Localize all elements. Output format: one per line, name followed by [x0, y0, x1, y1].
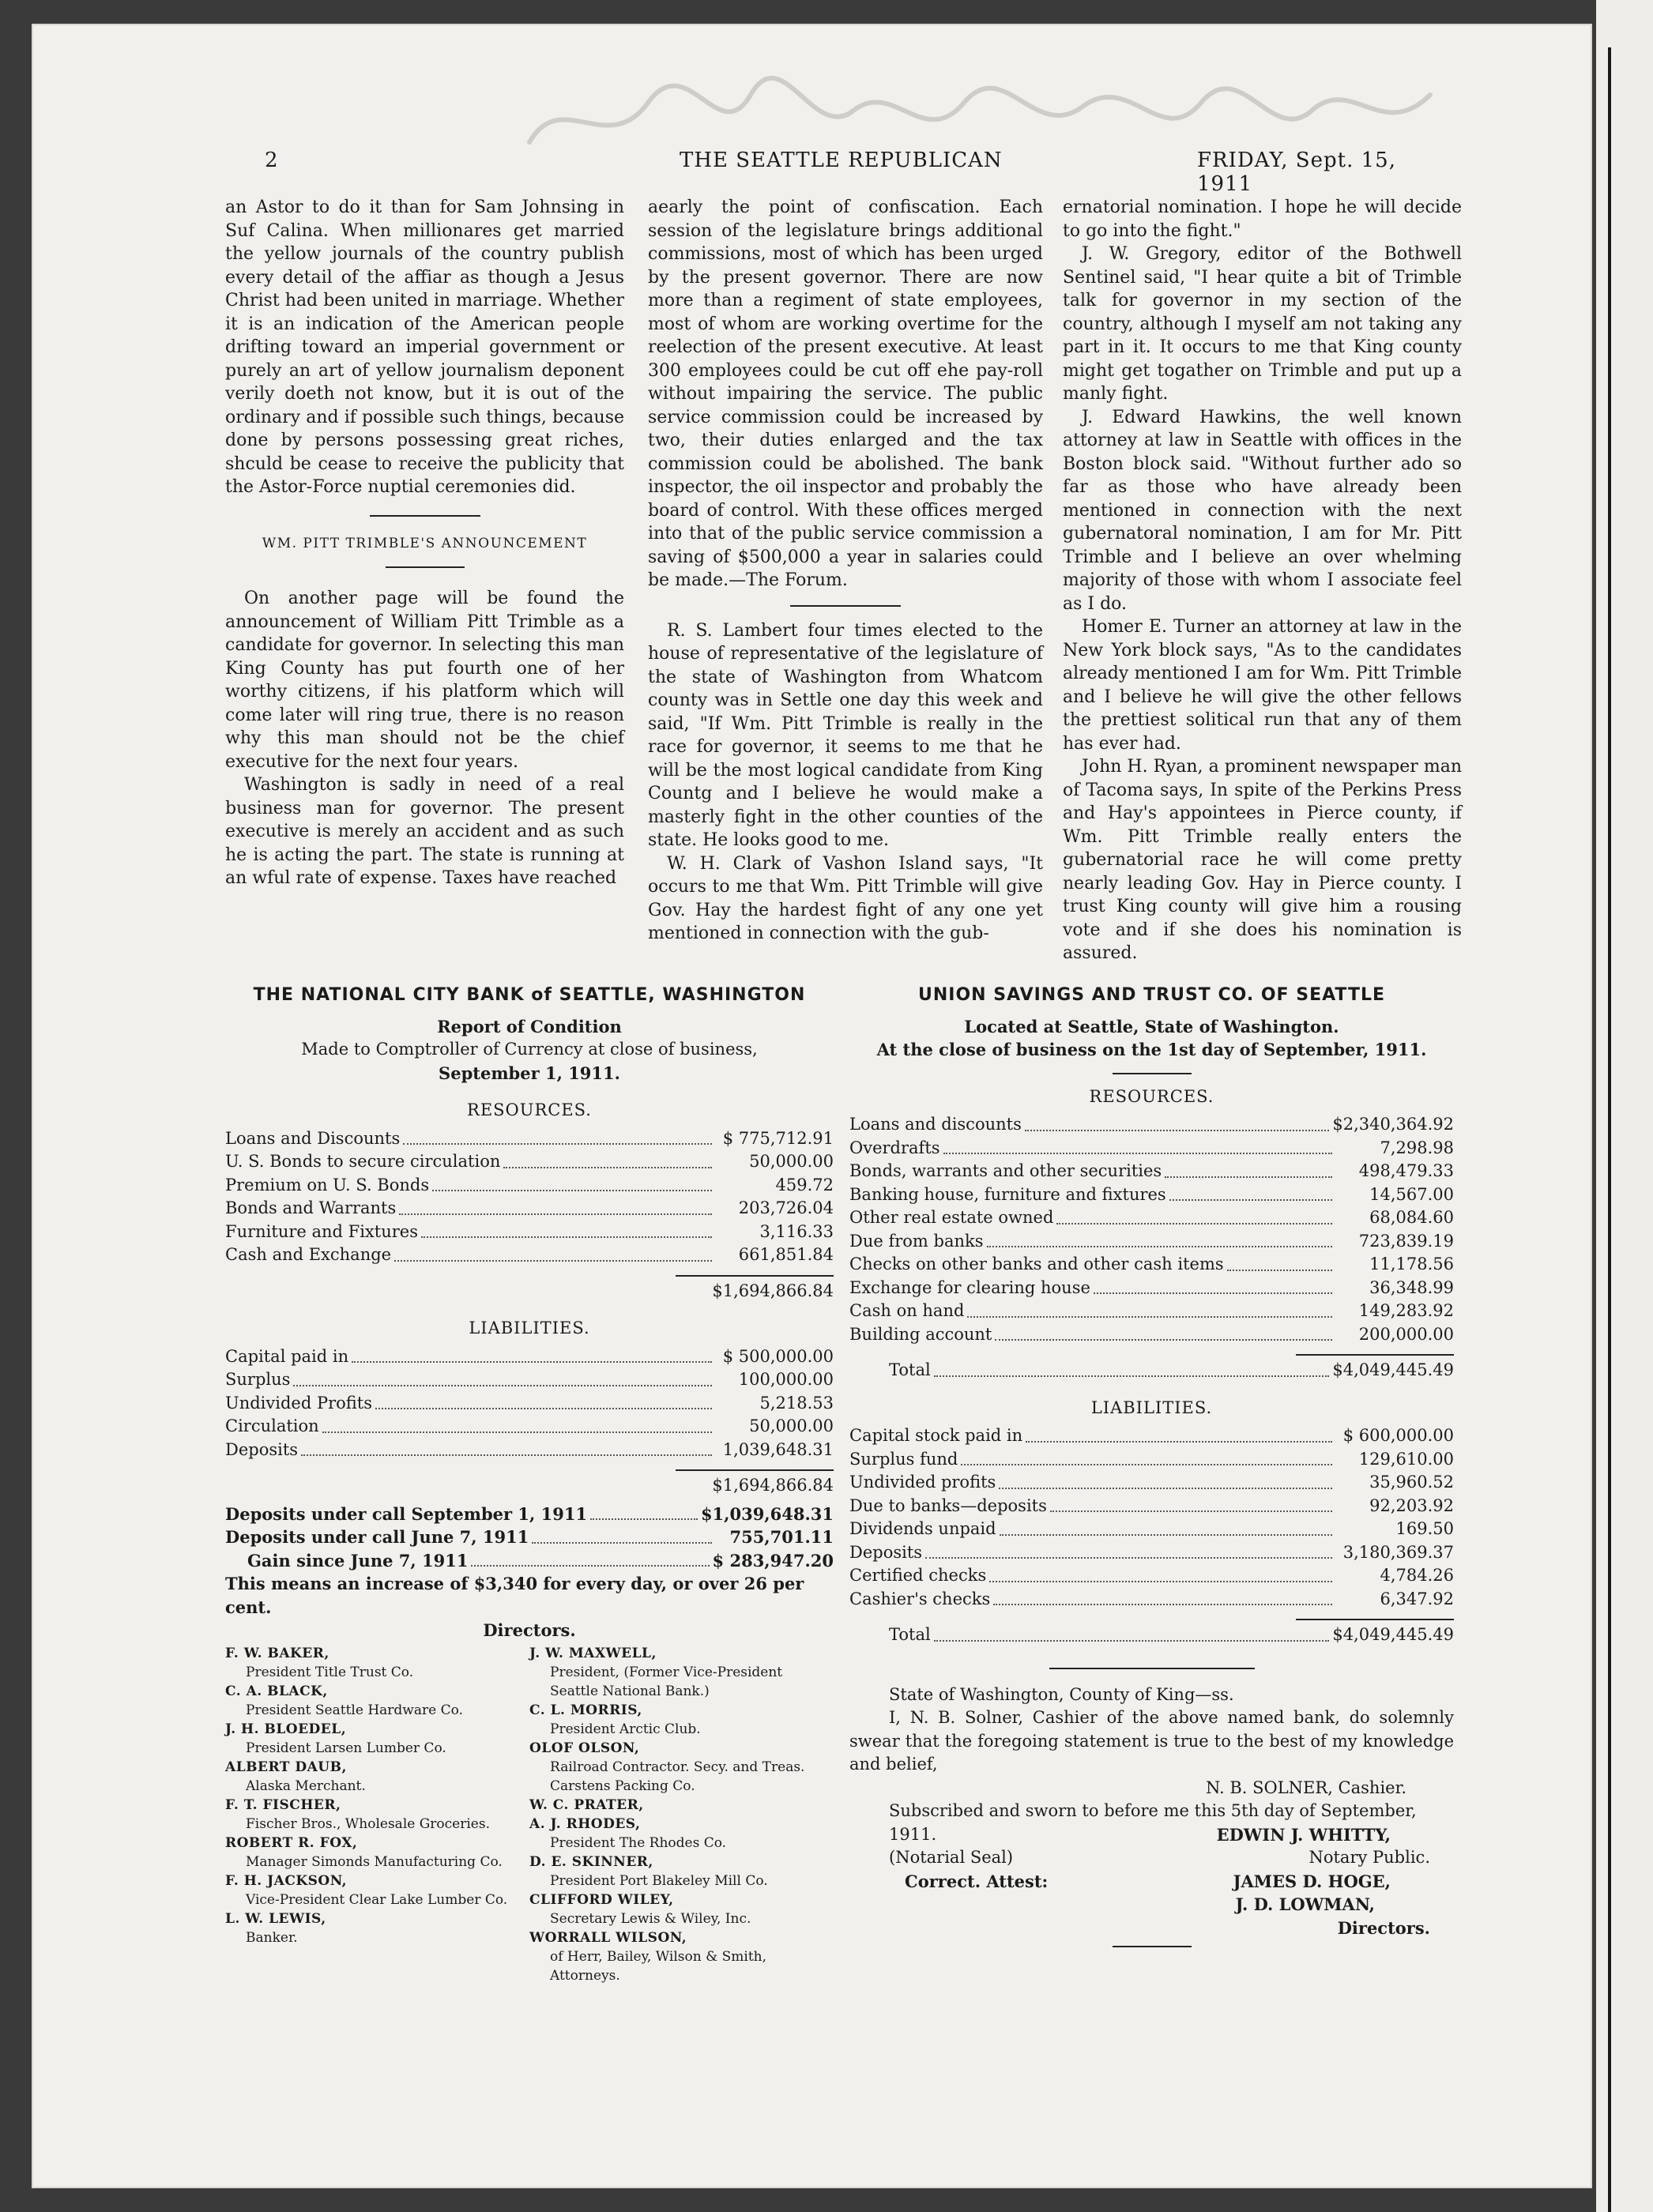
row-label: Due from banks [849, 1231, 984, 1251]
table-row [849, 1471, 1454, 1495]
deposits-row: Deposits under call June 7, 1911 755,701.11 [225, 1527, 834, 1547]
director-name: W. C. PRATER, [529, 1796, 644, 1813]
table-row [849, 1183, 1454, 1207]
row-label: Undivided profits [849, 1473, 996, 1492]
row-value: 11,178.56 [1369, 1255, 1454, 1273]
resources-heading: RESOURCES. [1089, 1086, 1214, 1106]
table-row [849, 1323, 1454, 1347]
row-value: 203,726.04 [738, 1198, 834, 1217]
report-subtitle: Made to Comptroller of Currency at close of business, [301, 1040, 758, 1059]
row-label: Circulation [225, 1416, 319, 1435]
leader-dots [352, 1361, 712, 1363]
table-row [225, 1127, 834, 1151]
leader-dots [421, 1236, 712, 1238]
row-value: 68,084.60 [1369, 1208, 1454, 1227]
divider [1113, 1073, 1192, 1074]
table-row [849, 1230, 1454, 1254]
row-label: Other real estate owned [849, 1208, 1054, 1227]
row-label: Premium on U. S. Bonds [225, 1175, 430, 1194]
row-label: Capital stock paid in [849, 1426, 1023, 1445]
row-label: Surplus fund [849, 1449, 958, 1469]
total-row: $1,694,866.84 [712, 1281, 834, 1300]
national-city-bank-statement [225, 984, 834, 1985]
row-value: 129,610.00 [1358, 1449, 1454, 1469]
leader-dots [1165, 1176, 1332, 1178]
bank-title: THE NATIONAL CITY BANK of SEATTLE, WASHINGTON [253, 985, 806, 1005]
row-value: 459.72 [775, 1175, 834, 1194]
page-number: 2 [265, 149, 279, 172]
director-title: President Arctic Club. [550, 1721, 701, 1737]
leader-dots [1026, 1441, 1332, 1443]
directors-heading: Directors. [483, 1620, 576, 1640]
article-paragraph: an Astor to do it than for Sam Johnsing in Suf Calina. When millionares get married the yellow journals of the country publish every detail of the affiar as though a Jesus Christ had been united in marriage. Whether it is an indication of the American people drifting toward an imperial government or purely an art of yellow journalism deponent verily doeth not know, but it is out of the ordinary and if possible such things, because done by persons possessing great riches, shculd be cease to receive the publicity that the Astor-Force nuptial ceremonies did. [225, 198, 624, 497]
director-title: Alaska Merchant. [246, 1778, 366, 1794]
adjacent-page-edge [1596, 0, 1653, 2212]
notary-seal-row: (Notarial Seal) Notary Public. [889, 1848, 1430, 1867]
table-row [225, 1150, 834, 1174]
director-title: President Port Blakeley Mill Co. [550, 1872, 768, 1889]
row-label: Certified checks [849, 1566, 987, 1585]
leader-dots [403, 1143, 712, 1145]
directors-list [225, 1644, 834, 1985]
director-name: C. L. MORRIS, [529, 1702, 642, 1718]
resources-heading: RESOURCES. [467, 1100, 592, 1119]
total-row: Total $4,049,445.49 [889, 1625, 1454, 1644]
article-column-1 [225, 196, 624, 946]
article-paragraph: ernatorial nomination. I hope he will decide to go into the fight." [1063, 198, 1462, 241]
table-row [225, 1221, 834, 1244]
director-name: L. W. LEWIS, [225, 1910, 326, 1927]
total-rule [1296, 1619, 1454, 1620]
director-title: Railroad Contractor. Secy. and Treas. Carstens Packing Co. [550, 1759, 805, 1794]
total-rule [676, 1275, 834, 1277]
divider [790, 605, 901, 607]
leader-dots [394, 1260, 712, 1262]
table-row [849, 1113, 1454, 1137]
row-label: Furniture and Fixtures [225, 1221, 418, 1241]
divider [370, 515, 480, 517]
attest-row: Correct. Attest: JAMES D. HOGE, [905, 1871, 1391, 1891]
liabilities-table [225, 1345, 834, 1462]
article-paragraph: aearly the point of confiscation. Each session of the legislature brings additional commissions, most of which has been urged by the present governor. There are now more than a regiment of state employees, most of whom are working overtime for the reelection of the present executive. At least 300 employees could be cut off ehe pay-roll without impairing the service. The public service commission could be increased by two, their duties enlarged and the tax commission could be abolished. The bank inspector, the oil inspector and probably the board of control. With these offices merged into that of the public service commission a saving of $500,000 a year in salaries could be made.—The Forum. [648, 198, 1043, 590]
row-label: Overdrafts [849, 1138, 940, 1157]
row-label: Loans and Discounts [225, 1128, 401, 1148]
table-row [849, 1588, 1454, 1612]
union-savings-statement [849, 984, 1454, 1954]
liabilities-table [849, 1424, 1454, 1611]
leader-dots [432, 1190, 712, 1191]
row-value: 5,218.53 [759, 1393, 834, 1413]
row-value: $ 600,000.00 [1342, 1426, 1454, 1445]
director-name: F. H. JACKSON, [225, 1872, 348, 1889]
row-label: Dividends unpaid [849, 1519, 996, 1538]
leader-dots [993, 1604, 1332, 1605]
leader-dots [987, 1246, 1333, 1247]
director-name: ROBERT R. FOX, [225, 1834, 358, 1851]
leader-dots [925, 1557, 1332, 1559]
row-value: 14,567.00 [1369, 1184, 1454, 1204]
row-label: Deposits [225, 1439, 299, 1459]
row-value: 661,851.84 [738, 1245, 834, 1264]
director-title: Fischer Bros., Wholesale Groceries. [246, 1815, 490, 1832]
row-value: 36,348.99 [1369, 1277, 1454, 1297]
leader-dots [301, 1454, 712, 1456]
director-title: Vice-President Clear Lake Lumber Co. [246, 1891, 508, 1908]
row-value: 4,784.26 [1380, 1566, 1454, 1585]
row-label: Surplus [225, 1370, 291, 1389]
row-value: 3,180,369.37 [1342, 1542, 1454, 1562]
row-value: 50,000.00 [749, 1152, 834, 1171]
divider [1113, 1946, 1192, 1947]
director-title: of Herr, Bailey, Wilson & Smith, Attorneys. [550, 1948, 767, 1984]
divider [1049, 1668, 1255, 1669]
row-label: Bonds, warrants and other securities [849, 1161, 1162, 1180]
increase-note: This means an increase of $3,340 for every day, or over 26 per cent. [225, 1574, 804, 1617]
leader-dots [503, 1167, 712, 1168]
cashier-signature: N. B. SOLNER, Cashier. [1205, 1778, 1406, 1797]
row-label: Cashier's checks [849, 1589, 991, 1608]
table-row [225, 1197, 834, 1221]
row-label: Checks on other banks and other cash items [849, 1255, 1224, 1273]
table-row [849, 1495, 1454, 1518]
leader-dots [1169, 1199, 1332, 1201]
row-value: 100,000.00 [738, 1370, 834, 1389]
director-name: CLIFFORD WILEY, [529, 1891, 674, 1908]
row-value: $ 500,000.00 [722, 1346, 834, 1366]
report-subtitle: Located at Seattle, State of Washington. [964, 1016, 1339, 1036]
leader-dots [989, 1581, 1332, 1582]
director-title: Manager Simonds Manufacturing Co. [246, 1853, 503, 1870]
table-row [225, 1415, 834, 1439]
director-name: A. J. RHODES, [529, 1815, 641, 1832]
table-row [849, 1424, 1454, 1448]
director-name: J. W. MAXWELL, [529, 1645, 657, 1661]
leader-dots [399, 1213, 712, 1215]
report-subtitle: Report of Condition [437, 1016, 622, 1036]
row-label: Cash on hand [849, 1301, 965, 1320]
row-value: $ 775,712.91 [722, 1128, 834, 1148]
resources-table [849, 1113, 1454, 1346]
director-name: F. W. BAKER, [225, 1645, 329, 1661]
table-row [225, 1243, 834, 1267]
article-paragraph: Homer E. Turner an attorney at law in the New York block says, "As to the candidates already mentioned I am for Wm. Pitt Trimble and I believe he will give the other fellows the prettiest solitical run that any of them has ever had. [1063, 617, 1462, 754]
leader-dots [322, 1431, 712, 1433]
resources-table [225, 1127, 834, 1267]
row-label: Banking house, furniture and fixtures [849, 1184, 1166, 1204]
leader-dots [999, 1488, 1332, 1489]
director-name: F. T. FISCHER, [225, 1796, 341, 1813]
row-value: 7,298.98 [1380, 1138, 1454, 1157]
liabilities-heading: LIABILITIES. [1090, 1398, 1213, 1417]
table-row [849, 1541, 1454, 1565]
newspaper-title: THE SEATTLE REPUBLICAN [680, 149, 1003, 172]
leader-dots [1025, 1130, 1330, 1131]
table-row [225, 1368, 834, 1392]
row-value: 723,839.19 [1358, 1231, 1454, 1251]
deposits-row: Deposits under call September 1, 1911 $1,039,648.31 [225, 1503, 834, 1524]
director-name: WORRALL WILSON, [529, 1929, 687, 1946]
article-paragraph: J. Edward Hawkins, the well known attorney at law in Seattle with offices in the Boston block said. "Without further ado so far as those who have already been mentioned in connection with the next gubernatoral nomination, I am for Mr. Pitt Trimble and I believe an over whelming majority of those with whom I associate feel as I do. [1063, 407, 1462, 614]
leader-dots [293, 1385, 712, 1386]
article-paragraph: Washington is sadly in need of a real business man for governor. The present executive is merely an accident and as such he is acting the part. The state is running at an wful rate of expense. Taxes have reached [225, 775, 624, 888]
row-value: 498,479.33 [1358, 1161, 1454, 1180]
article-paragraph: On another page will be found the announcement of William Pitt Trimble as a candidate for governor. In selecting this man King County has put fourth one of her worthy citizens, if his platform which will come later will ring true, there is no reason why this man should not be the chief executive for the next four years. [225, 589, 624, 772]
total-rule [1296, 1354, 1454, 1356]
directors-label: Directors. [1337, 1917, 1430, 1938]
row-label: Bonds and Warrants [225, 1198, 397, 1217]
row-value: 35,960.52 [1369, 1473, 1454, 1492]
gain-row: Gain since June 7, 1911 $ 283,947.20 [247, 1550, 834, 1571]
director-signature: J. D. LOWMAN, [1235, 1894, 1375, 1914]
row-value: 1,039,648.31 [722, 1439, 834, 1459]
table-row [849, 1300, 1454, 1323]
director-title: President Seattle Hardware Co. [246, 1702, 463, 1718]
table-row [225, 1174, 834, 1198]
row-label: Exchange for clearing house [849, 1277, 1090, 1297]
row-value: 200,000.00 [1358, 1324, 1454, 1344]
leader-dots [1227, 1270, 1332, 1271]
table-row [225, 1439, 834, 1462]
table-row [849, 1206, 1454, 1230]
total-row: $1,694,866.84 [712, 1476, 834, 1495]
director-title: Secretary Lewis & Wiley, Inc. [550, 1910, 751, 1927]
director-title: President, (Former Vice-President Seattle National Bank.) [550, 1664, 783, 1699]
table-row [849, 1277, 1454, 1300]
leader-dots [943, 1153, 1332, 1154]
total-rule [676, 1469, 834, 1471]
director-title: Banker. [246, 1929, 298, 1946]
row-value: 92,203.92 [1369, 1495, 1454, 1515]
article-paragraph: W. H. Clark of Vashon Island says, "It occurs to me that Wm. Pitt Trimble will give Gov. Hay the hardest fight of any one yet mentioned in connection with the gub- [648, 853, 1043, 943]
issue-date: FRIDAY, Sept. 15, 1911 [1197, 149, 1396, 196]
table-row [849, 1518, 1454, 1541]
leader-dots [967, 1316, 1332, 1318]
table-row [225, 1392, 834, 1416]
table-row [849, 1448, 1454, 1472]
row-value: 169.50 [1395, 1519, 1454, 1538]
row-value: 149,283.92 [1358, 1301, 1454, 1320]
oath-text: I, N. B. Solner, Cashier of the above named bank, do solemnly swear that the foregoing statement is true to the best of my knowledge and belief, [849, 1708, 1454, 1774]
notary-row: 1911. EDWIN J. WHITTY, [889, 1824, 1391, 1845]
row-value: 6,347.92 [1380, 1589, 1454, 1608]
state-line: State of Washington, County of King—ss. [889, 1684, 1234, 1704]
row-label: Cash and Exchange [225, 1245, 392, 1264]
total-row: Total $4,049,445.49 [889, 1360, 1454, 1379]
row-value: $2,340,364.92 [1332, 1115, 1454, 1134]
leader-dots [1000, 1534, 1332, 1536]
director-name: J. H. BLOEDEL, [225, 1721, 347, 1737]
liabilities-heading: LIABILITIES. [469, 1319, 590, 1337]
leader-dots [375, 1408, 712, 1409]
adjacent-page-shadow [1608, 47, 1611, 2212]
director-title: President The Rhodes Co. [550, 1834, 727, 1851]
divider [386, 566, 465, 568]
leader-dots [1094, 1292, 1332, 1294]
leader-dots [1050, 1510, 1332, 1512]
report-date: September 1, 1911. [439, 1063, 620, 1083]
leader-dots [961, 1464, 1332, 1465]
director-name: ALBERT DAUB, [225, 1759, 347, 1775]
director-name: D. E. SKINNER, [529, 1853, 653, 1870]
row-label: Deposits [849, 1542, 923, 1562]
leader-dots [995, 1339, 1332, 1341]
article-heading: WM. PITT TRIMBLE'S ANNOUNCEMENT [262, 535, 588, 551]
table-row [849, 1564, 1454, 1588]
row-label: Capital paid in [225, 1346, 349, 1366]
leader-dots [1056, 1223, 1332, 1224]
row-value: 50,000.00 [749, 1416, 834, 1435]
article-paragraph: J. W. Gregory, editor of the Bothwell Sentinel said, "I hear quite a bit of Trimble talk for governor in my section of the country, although I myself am not taking any part in it. It occurs to me that King county might get togather on Trimble and put up a manly fight. [1063, 244, 1462, 404]
director-title: President Larsen Lumber Co. [246, 1740, 446, 1756]
article-paragraph: R. S. Lambert four times elected to the house of representative of the legislature of the state of Washington from Whatcom county was in Settle one day this week and said, "If Wm. Pitt Trimble is really in the race for governor, it seems to me that he will be the most logical candidate from King Countg and I believe he would make a masterly fight in the other counties of the state. He looks good to me. [648, 620, 1043, 850]
table-row [225, 1345, 834, 1369]
directors-column-right [529, 1644, 834, 1985]
subscribed-line: Subscribed and sworn to before me this 5th day of September, [889, 1801, 1417, 1820]
report-date: At the close of business on the 1st day of September, 1911. [876, 1040, 1427, 1059]
row-label: Building account [849, 1324, 992, 1344]
page-header [237, 149, 1454, 196]
table-row [849, 1160, 1454, 1183]
article-paragraph: John H. Ryan, a prominent newspaper man of Tacoma says, In spite of the Perkins Press and Hay's appointees in Pierce county, if Wm. Pitt Trimble really enters the gubernatorial race he will come pretty nearly leading Gov. Hay in Pierce county. I trust King county will give him a rousing vote and if she does his nomination is assured. [1063, 757, 1462, 963]
row-label: Due to banks—deposits [849, 1495, 1047, 1515]
table-row [849, 1253, 1454, 1277]
row-value: 3,116.33 [759, 1221, 834, 1241]
row-label: Undivided Profits [225, 1393, 372, 1413]
row-label: U. S. Bonds to secure circulation [225, 1152, 501, 1171]
table-row [849, 1137, 1454, 1161]
row-label: Loans and discounts [849, 1115, 1022, 1134]
director-title: President Title Trust Co. [246, 1664, 414, 1680]
article-column-2 [648, 196, 1043, 946]
directors-column-left [225, 1644, 529, 1985]
director-name: OLOF OLSON, [529, 1740, 640, 1756]
article-column-3 [1063, 196, 1462, 963]
director-name: C. A. BLACK, [225, 1683, 328, 1699]
bank-title: UNION SAVINGS AND TRUST CO. OF SEATTLE [917, 985, 1385, 1005]
